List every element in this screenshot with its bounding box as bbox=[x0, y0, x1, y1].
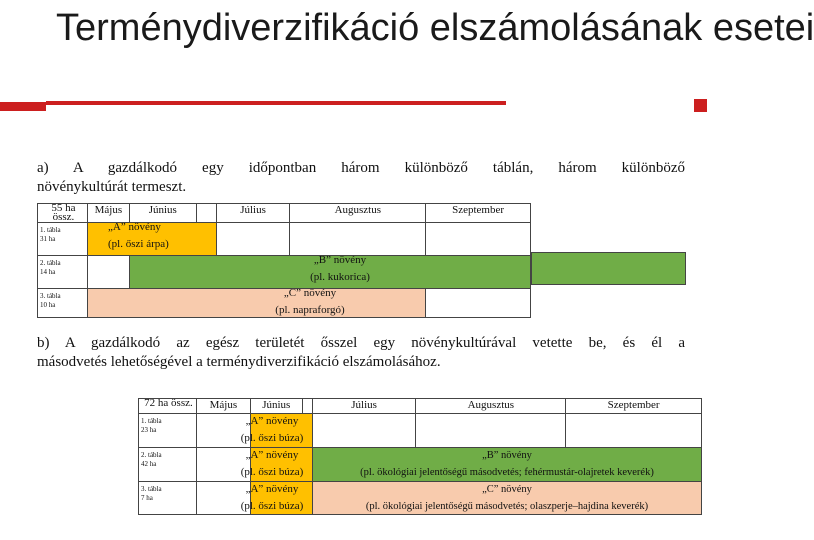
crop-b2-detail: (pl. ökológiai jelentőségű másodvetés; fehérmustár-olajretek keverék) bbox=[360, 467, 654, 478]
table-a-row-label: 2. tábla 14 ha bbox=[38, 256, 88, 289]
table-a-text-c bbox=[170, 285, 450, 319]
crop-a3-name: „A” növény bbox=[245, 483, 299, 495]
table-a-month-july: Július bbox=[216, 204, 290, 223]
table-b-month-may: Május bbox=[196, 399, 250, 414]
crop-b2-name: „B” növény bbox=[482, 450, 532, 461]
section-b-text-line2 bbox=[37, 353, 441, 372]
crop-a-detail: (pl. őszi árpa) bbox=[108, 238, 169, 250]
table-b-text-a3 bbox=[222, 481, 322, 515]
section-a-text bbox=[37, 159, 685, 178]
table-b-corner: 72 ha össz. bbox=[139, 399, 197, 414]
table-b-month-june: Június bbox=[250, 399, 302, 414]
crop-a-name: „A” növény bbox=[108, 221, 161, 233]
table-a-month-september: Szeptember bbox=[426, 204, 531, 223]
table-a-text-b bbox=[200, 252, 480, 286]
crop-b-detail: (pl. kukorica) bbox=[310, 271, 370, 283]
table-b-text-c bbox=[312, 481, 702, 515]
table-b-text-b bbox=[312, 447, 702, 481]
table-a-month-august: Augusztus bbox=[290, 204, 426, 223]
table-b-month-july: Július bbox=[312, 399, 416, 414]
crop-c-name: „C” növény bbox=[283, 287, 337, 299]
crop-c-detail: (pl. napraforgó) bbox=[275, 304, 345, 316]
table-a-row-label: 1. tábla 31 ha bbox=[38, 223, 88, 256]
table-a-corner: 55 ha össz. bbox=[38, 204, 88, 223]
section-a-line1: a) A gazdálkodó egy időpontban három különböző táblán, három különböző bbox=[37, 160, 685, 176]
title-accent-bar-left bbox=[0, 102, 46, 111]
title-accent-bar-square bbox=[694, 99, 707, 112]
title-accent-bar-main bbox=[46, 101, 506, 105]
section-b-line1: b) A gazdálkodó az egész területét ősszel egy növénykultúrával vetette be, és él a bbox=[37, 335, 685, 351]
table-b-text-a1 bbox=[222, 413, 322, 447]
section-a-text-line2 bbox=[37, 178, 186, 197]
section-a-line2: növénykultúrát termeszt. bbox=[37, 179, 187, 195]
section-b-line2: másodvetés lehetőségével a terménydiverzifikáció elszámolásához. bbox=[37, 354, 441, 370]
table-a-month-june: Június bbox=[129, 204, 196, 223]
table-a-row-label: 3. tábla 10 ha bbox=[38, 289, 88, 318]
section-b-text bbox=[37, 334, 685, 353]
table-b-month-august: Augusztus bbox=[416, 399, 566, 414]
crop-c3-detail: (pl. ökológiai jelentőségű másodvetés; olaszperje–hajdina keverék) bbox=[365, 501, 649, 512]
table-a-crop-b-extension bbox=[531, 252, 686, 285]
table-b-row-label: 1. tábla 23 ha bbox=[139, 414, 197, 448]
table-b-text-a2 bbox=[222, 447, 322, 481]
crop-c3-name: „C” növény bbox=[482, 484, 532, 495]
crop-a3-detail: (pl. őszi búza) bbox=[240, 500, 304, 512]
table-a-month-may: Május bbox=[87, 204, 129, 223]
table-b-month-september: Szeptember bbox=[566, 399, 702, 414]
crop-b-name: „B” növény bbox=[313, 254, 367, 266]
table-b-row-label: 3. tábla 7 ha bbox=[139, 482, 197, 515]
table-b-row-label: 2. tábla 42 ha bbox=[139, 448, 197, 482]
crop-a2-detail: (pl. őszi búza) bbox=[240, 466, 304, 478]
page-title bbox=[56, 6, 814, 50]
table-a-text-a bbox=[100, 219, 210, 253]
title-text: Terménydiverzifikáció elszámolásának esetei bbox=[56, 7, 814, 49]
crop-a2-name: „A” növény bbox=[245, 449, 299, 461]
crop-a1-name: „A” növény bbox=[245, 415, 299, 427]
crop-a1-detail: (pl. őszi búza) bbox=[240, 432, 304, 444]
